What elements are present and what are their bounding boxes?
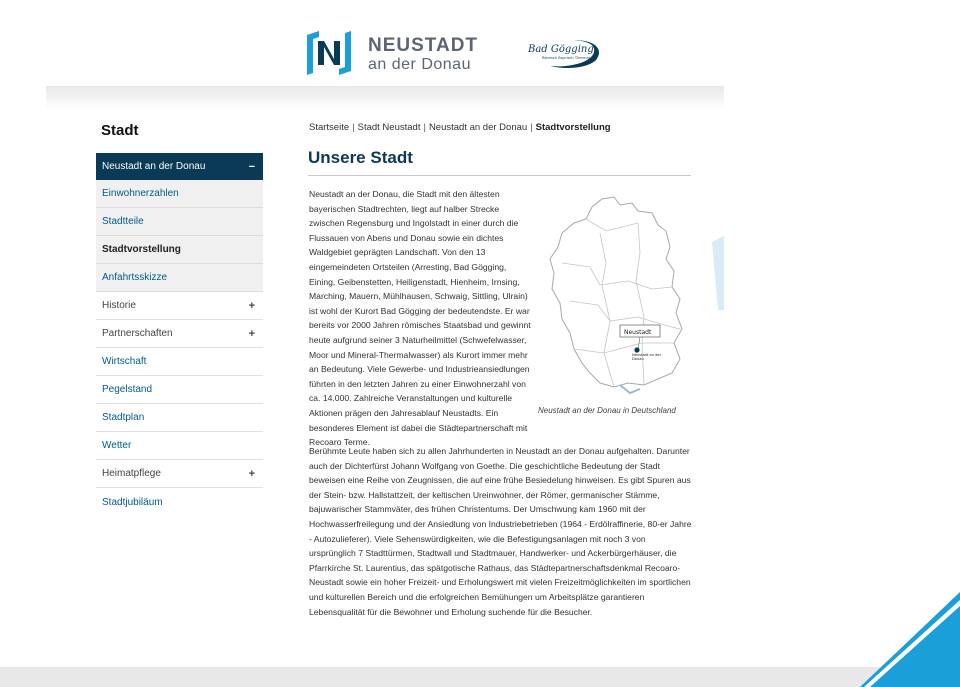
sidebar-item-label: Wetter bbox=[102, 440, 132, 451]
sidebar-item-label: Stadtplan bbox=[102, 412, 145, 423]
germany-map-image bbox=[540, 193, 690, 405]
sidebar-item-historie[interactable] bbox=[96, 292, 263, 320]
breadcrumb-separator: | bbox=[423, 122, 426, 133]
logo-line1: NEUSTADT bbox=[368, 35, 479, 56]
logo-line2: an der Donau bbox=[368, 56, 471, 73]
intro-paragraph: Neustadt an der Donau, die Stadt mit den ältesten bayerischen Stadtrechten, liegt auf halber Strecke zwischen Regensburg und Ingolstadt in einer durch die Flussauen von Abens und Donau sowie ein dichtes Waldgebiet geprägten Landschaft. Von den 13 eingemeindeten Ortsteilen (Arresting, Bad Gögging, Eining, Geibenstetten, Heiligenstadt, Hienheim, Irnsing, Marching, Mauern, Mühlhausen, Schwaig, Sittling, Ulrain) ist wohl der Kurort Bad Gögging der bedeutendste. Er war bereits vor 2000 Jahren römisches Staatsbad und gewinnt heute aufgrund seiner 3 Naturheilmittel (Schwefelwasser, Moor und Mineral-Thermalwasser) als Kurort immer mehr an Bedeutung. Viele Gewerbe- und Industrieansiedlungen führten in den letzten Jahren zu einer Einwohnerzahl von ca. 14.000. Zahlreiche Veranstaltungen und kulturelle Aktionen prägen den Jahresablauf Neustadts. Ein besonderes Element ist dabei die Städtepartnerschaft mit Recoaro Terme. bbox=[309, 189, 531, 448]
sidebar-title: Stadt bbox=[101, 122, 139, 139]
breadcrumb bbox=[309, 122, 611, 133]
expand-icon[interactable]: + bbox=[248, 327, 255, 340]
sidebar-item-label: Stadtjubiläum bbox=[102, 496, 163, 508]
title-divider bbox=[308, 175, 691, 176]
footer-band bbox=[0, 667, 960, 687]
sidebar-item-label: Wirtschaft bbox=[102, 356, 147, 367]
site-header bbox=[0, 0, 960, 88]
bad-logo-text: Bad Gögging bbox=[528, 44, 594, 55]
page-title: Unsere Stadt bbox=[308, 148, 413, 167]
expand-icon[interactable]: + bbox=[248, 299, 255, 312]
sidebar-item-label: Partnerschaften bbox=[102, 328, 173, 339]
sidebar-item-label: Einwohnerzahlen bbox=[102, 188, 179, 199]
bad-logo-subtext: Römisch Bayrisch Thermal bbox=[542, 56, 590, 60]
bad-goegging-logo-icon[interactable] bbox=[526, 34, 604, 70]
logo-text[interactable] bbox=[368, 36, 478, 73]
breadcrumb-separator: | bbox=[352, 122, 355, 133]
map-location-dot bbox=[634, 347, 639, 352]
history-paragraph: Berühmte Leute haben sich zu allen Jahrhunderten in Neustadt an der Donau aufgehalten. Darunter auch der Dichterfürst Johann Wolfgang von Goethe. Die geschichtliche Bedeutung der Stadt beweisen eine Reihe von Zeugnissen, die auf eine frühe Besiedelung hinweisen. Es gibt Spuren aus der Stein- bzw. Hallstattzeit, der keltischen Ureinwohner, der Römer, germanischer Stämme, bajuwarischer Stammväter, des frühen Christentums. Der Umschwung kam 1960 mit der Hochwasserfreilegung und der Ansiedlung von Industriebetrieben (1964 - Erdölraffinerie, 80-er Jahre - Autozulieferer). Viele Sehenswürdigkeiten, wie die Befestigungsanlagen mit noch 3 von ursprünglich 7 Stadttürmen, Stadtwall und Stadtmauer, Handwerker- und Ackerbürgerhäuser, die Pfarrkirche St. Laurentius, das spätgotische Rathaus, das Städtepartnerschaftsdenkmal Recoaro-Neustadt sowie ein hoher Freizeit- und Erholungswert mit vielen Freizeitmöglichkeiten im sportlichen und kulturellen Bereich und die erfolgreichen Bemühungen um Arbeitsplätze garantieren Lebensqualität für die Bewohner und Erholung suchende für die Besucher. bbox=[309, 446, 692, 617]
sidebar-item-neustadt-an-der-donau[interactable] bbox=[96, 153, 263, 180]
sidebar-item-label: Stadtteile bbox=[102, 216, 144, 227]
sidebar-item-stadtteile[interactable] bbox=[96, 208, 263, 236]
sidebar-nav bbox=[96, 153, 263, 516]
collapse-icon[interactable]: − bbox=[248, 160, 255, 173]
map-label-box: Neustadt bbox=[624, 329, 652, 336]
sidebar-item-partnerschaften[interactable] bbox=[96, 320, 263, 348]
decorative-corner-triangle bbox=[860, 592, 960, 687]
sidebar-item-label: Pegelstand bbox=[102, 384, 153, 395]
expand-icon[interactable]: + bbox=[248, 467, 255, 480]
sidebar-item-stadtplan[interactable] bbox=[96, 404, 263, 432]
sidebar-item-wirtschaft[interactable] bbox=[96, 348, 263, 376]
map-label-point: Neustadt an der Donau bbox=[632, 353, 662, 362]
sidebar-item-heimatpflege[interactable] bbox=[96, 460, 263, 488]
sidebar-item-pegelstand[interactable] bbox=[96, 376, 263, 404]
sidebar-item-label: Historie bbox=[102, 300, 136, 311]
header-shadow bbox=[46, 86, 724, 110]
breadcrumb-item-stadt-neustadt[interactable]: Stadt Neustadt bbox=[357, 122, 421, 133]
sidebar-item-einwohnerzahlen[interactable] bbox=[96, 180, 263, 208]
map-caption: Neustadt an der Donau in Deutschland bbox=[538, 406, 676, 415]
sidebar-item-stadtjubilaeum[interactable] bbox=[96, 488, 263, 516]
sidebar-item-label: Heimatpflege bbox=[102, 468, 161, 479]
sidebar-item-anfahrtsskizze[interactable] bbox=[96, 264, 263, 292]
breadcrumb-item-current: Stadtvorstellung bbox=[535, 122, 611, 133]
sidebar-item-wetter[interactable] bbox=[96, 432, 263, 460]
breadcrumb-item-neustadt-an-der-donau[interactable]: Neustadt an der Donau bbox=[428, 122, 528, 133]
sidebar-item-label: Anfahrtsskizze bbox=[102, 272, 168, 283]
sidebar-item-label: Neustadt an der Donau bbox=[102, 161, 206, 172]
decorative-strip bbox=[712, 236, 724, 310]
neustadt-logo-icon[interactable] bbox=[305, 29, 353, 77]
sidebar-item-stadtvorstellung[interactable] bbox=[96, 236, 263, 264]
breadcrumb-item-startseite[interactable]: Startseite bbox=[309, 122, 350, 133]
breadcrumb-separator: | bbox=[530, 122, 533, 133]
sidebar-item-label: Stadtvorstellung bbox=[102, 244, 181, 255]
